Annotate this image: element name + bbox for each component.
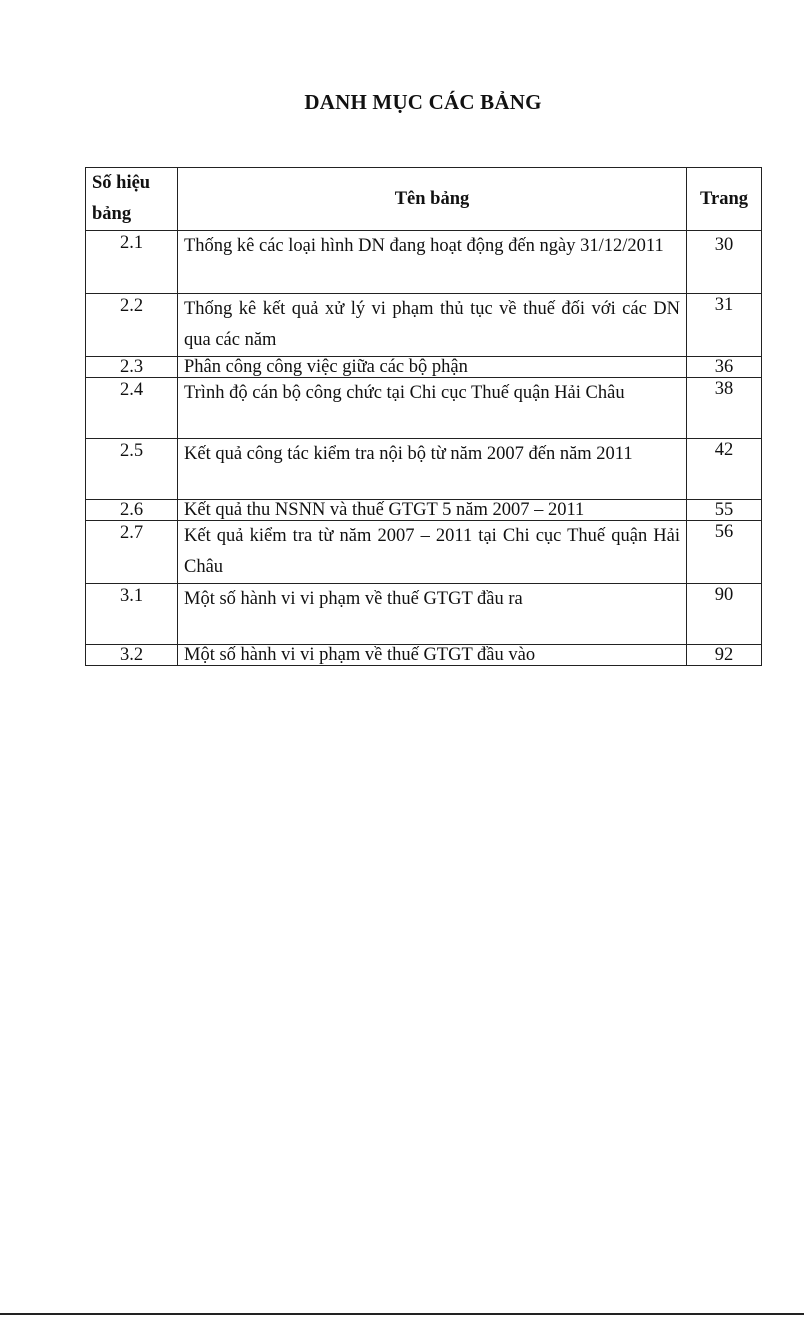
header-table-number: Số hiệu bảng (86, 168, 178, 231)
header-table-name: Tên bảng (178, 168, 687, 231)
table-number: 2.3 (86, 357, 178, 378)
page-title: DANH MỤC CÁC BẢNG (304, 90, 542, 114)
table-name: Kết quả thu NSNN và thuế GTGT 5 năm 2007 – 2011 (178, 500, 687, 521)
table-header-row (86, 168, 762, 231)
page-number: 56 (687, 521, 762, 584)
page-bottom-rule (0, 1313, 804, 1315)
table-row (86, 439, 762, 500)
table-number: 2.1 (86, 231, 178, 294)
table-name: Trình độ cán bộ công chức tại Chi cục Thuế quận Hải Châu (178, 378, 687, 439)
table-row (86, 500, 762, 521)
table-row (86, 357, 762, 378)
table-row (86, 231, 762, 294)
page-number: 92 (687, 645, 762, 666)
table-number: 2.7 (86, 521, 178, 584)
header-page: Trang (687, 168, 762, 231)
table-name: Phân công công việc giữa các bộ phận (178, 357, 687, 378)
table-number: 3.2 (86, 645, 178, 666)
page-number: 42 (687, 439, 762, 500)
page-number: 90 (687, 584, 762, 645)
page-number: 38 (687, 378, 762, 439)
table-row (86, 378, 762, 439)
table-name: Thống kê kết quả xử lý vi phạm thủ tục về thuế đối với các DN qua các năm (178, 294, 687, 357)
table-name: Một số hành vi vi phạm về thuế GTGT đầu ra (178, 584, 687, 645)
table-number: 3.1 (86, 584, 178, 645)
page-number: 31 (687, 294, 762, 357)
table-number: 2.4 (86, 378, 178, 439)
list-of-tables (85, 167, 762, 666)
page-number: 55 (687, 500, 762, 521)
table-row (86, 521, 762, 584)
page-number: 30 (687, 231, 762, 294)
table-name: Một số hành vi vi phạm về thuế GTGT đầu vào (178, 645, 687, 666)
table-number: 2.2 (86, 294, 178, 357)
table-row (86, 294, 762, 357)
table-name: Kết quả công tác kiểm tra nội bộ từ năm 2007 đến năm 2011 (178, 439, 687, 500)
page-number: 36 (687, 357, 762, 378)
table-row (86, 584, 762, 645)
table-name: Kết quả kiểm tra từ năm 2007 – 2011 tại Chi cục Thuế quận Hải Châu (178, 521, 687, 584)
table-row (86, 645, 762, 666)
table-number: 2.6 (86, 500, 178, 521)
table-number: 2.5 (86, 439, 178, 500)
table-name: Thống kê các loại hình DN đang hoạt động đến ngày 31/12/2011 (178, 231, 687, 294)
